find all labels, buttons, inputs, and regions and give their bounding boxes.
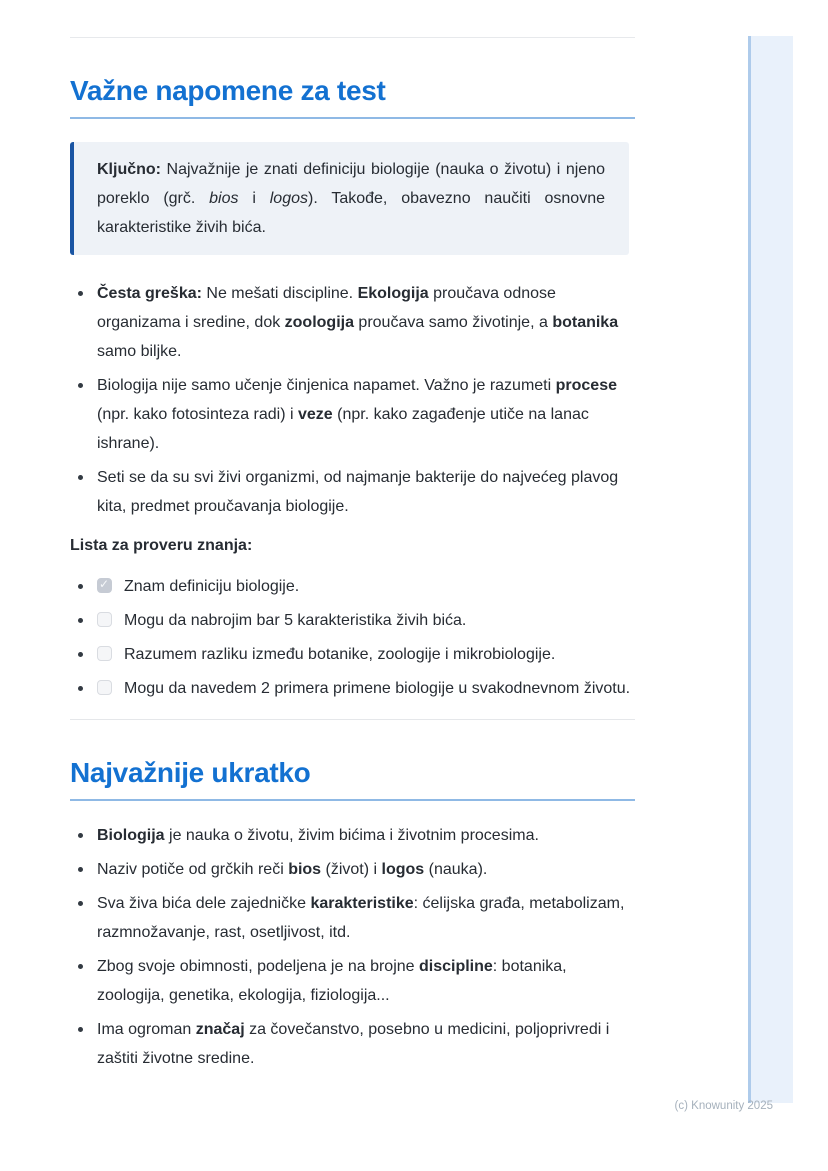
checklist-heading: Lista za proveru znanja: [70, 537, 253, 554]
checkbox[interactable] [97, 680, 112, 695]
footer-credit: (c) Knowunity 2025 [674, 1100, 773, 1112]
document-content [70, 0, 635, 1078]
checkbox[interactable] [97, 612, 112, 627]
list-item-text: Naziv potiče od grčkih reči bios (život) i logos (nauka). [97, 861, 488, 878]
list-item-text: Biologija je nauka o životu, živim bićima i životnim procesima. [97, 827, 539, 844]
checklist-item [97, 674, 635, 703]
list-item-text: Sva živa bića dele zajedničke karakteristike: ćelijska građa, metabolizam, razmnožavanje, rast, osetljivost, itd. [97, 895, 625, 941]
checklist-item-text: Mogu da navedem 2 primera primene biologije u svakodnevnom životu. [124, 680, 631, 697]
list-item [97, 855, 635, 884]
list-item-text: Zbog svoje obimnosti, podeljena je na brojne discipline: botanika, zoologija, genetika, ekologija, fiziologija... [97, 958, 567, 1004]
notes-bullet-list [70, 279, 635, 521]
list-item [97, 952, 635, 1010]
list-item-text: Ima ogroman značaj za čovečanstvo, posebno u medicini, poljoprivredi i zaštiti životne sredine. [97, 1021, 610, 1067]
list-item-text: Biologija nije samo učenje činjenica napamet. Važno je razumeti procese (npr. kako fotosinteza radi) i veze (npr. kako zagađenje utiče na lanac ishrane). [97, 377, 617, 452]
checklist-item-text: Znam definiciju biologije. [124, 578, 300, 595]
knowledge-checklist [70, 572, 635, 703]
list-item-text: Česta greška: Ne mešati discipline. Ekologija proučava odnose organizama i sredine, dok zoologija proučava samo životinje, a botanika samo biljke. [97, 285, 619, 360]
section-divider [70, 719, 635, 720]
callout-text: Ključno: Najvažnije je znati definiciju biologije (nauka o životu) i njeno poreklo (grč. bios i logos). Takođe, obavezno naučiti osnovne karakteristike živih bića. [97, 161, 605, 236]
checkbox[interactable] [97, 578, 112, 593]
checkbox[interactable] [97, 646, 112, 661]
list-item [97, 279, 635, 366]
list-item [97, 821, 635, 850]
list-item [97, 463, 635, 521]
list-item-text: Seti se da su svi živi organizmi, od najmanje bakterije do najvećeg plavog kita, predmet proučavanja biologije. [97, 469, 619, 515]
checklist-item-text: Mogu da nabrojim bar 5 karakteristika živih bića. [124, 612, 467, 629]
checklist-item-text: Razumem razliku između botanike, zoologije i mikrobiologije. [124, 646, 556, 663]
key-callout [70, 142, 629, 255]
check-icon: ✓ [99, 577, 110, 591]
checklist-item [97, 640, 635, 669]
top-divider [70, 37, 635, 38]
list-item [97, 1015, 635, 1073]
section-title-vazne-napomene: Važne napomene za test [70, 76, 635, 119]
list-item [97, 371, 635, 458]
checklist-item [97, 572, 635, 601]
page-edge-bar [748, 36, 793, 1103]
summary-bullet-list [70, 821, 635, 1073]
checklist-item [97, 606, 635, 635]
section-title-najvaznije-ukratko: Najvažnije ukratko [70, 758, 635, 801]
list-item [97, 889, 635, 947]
